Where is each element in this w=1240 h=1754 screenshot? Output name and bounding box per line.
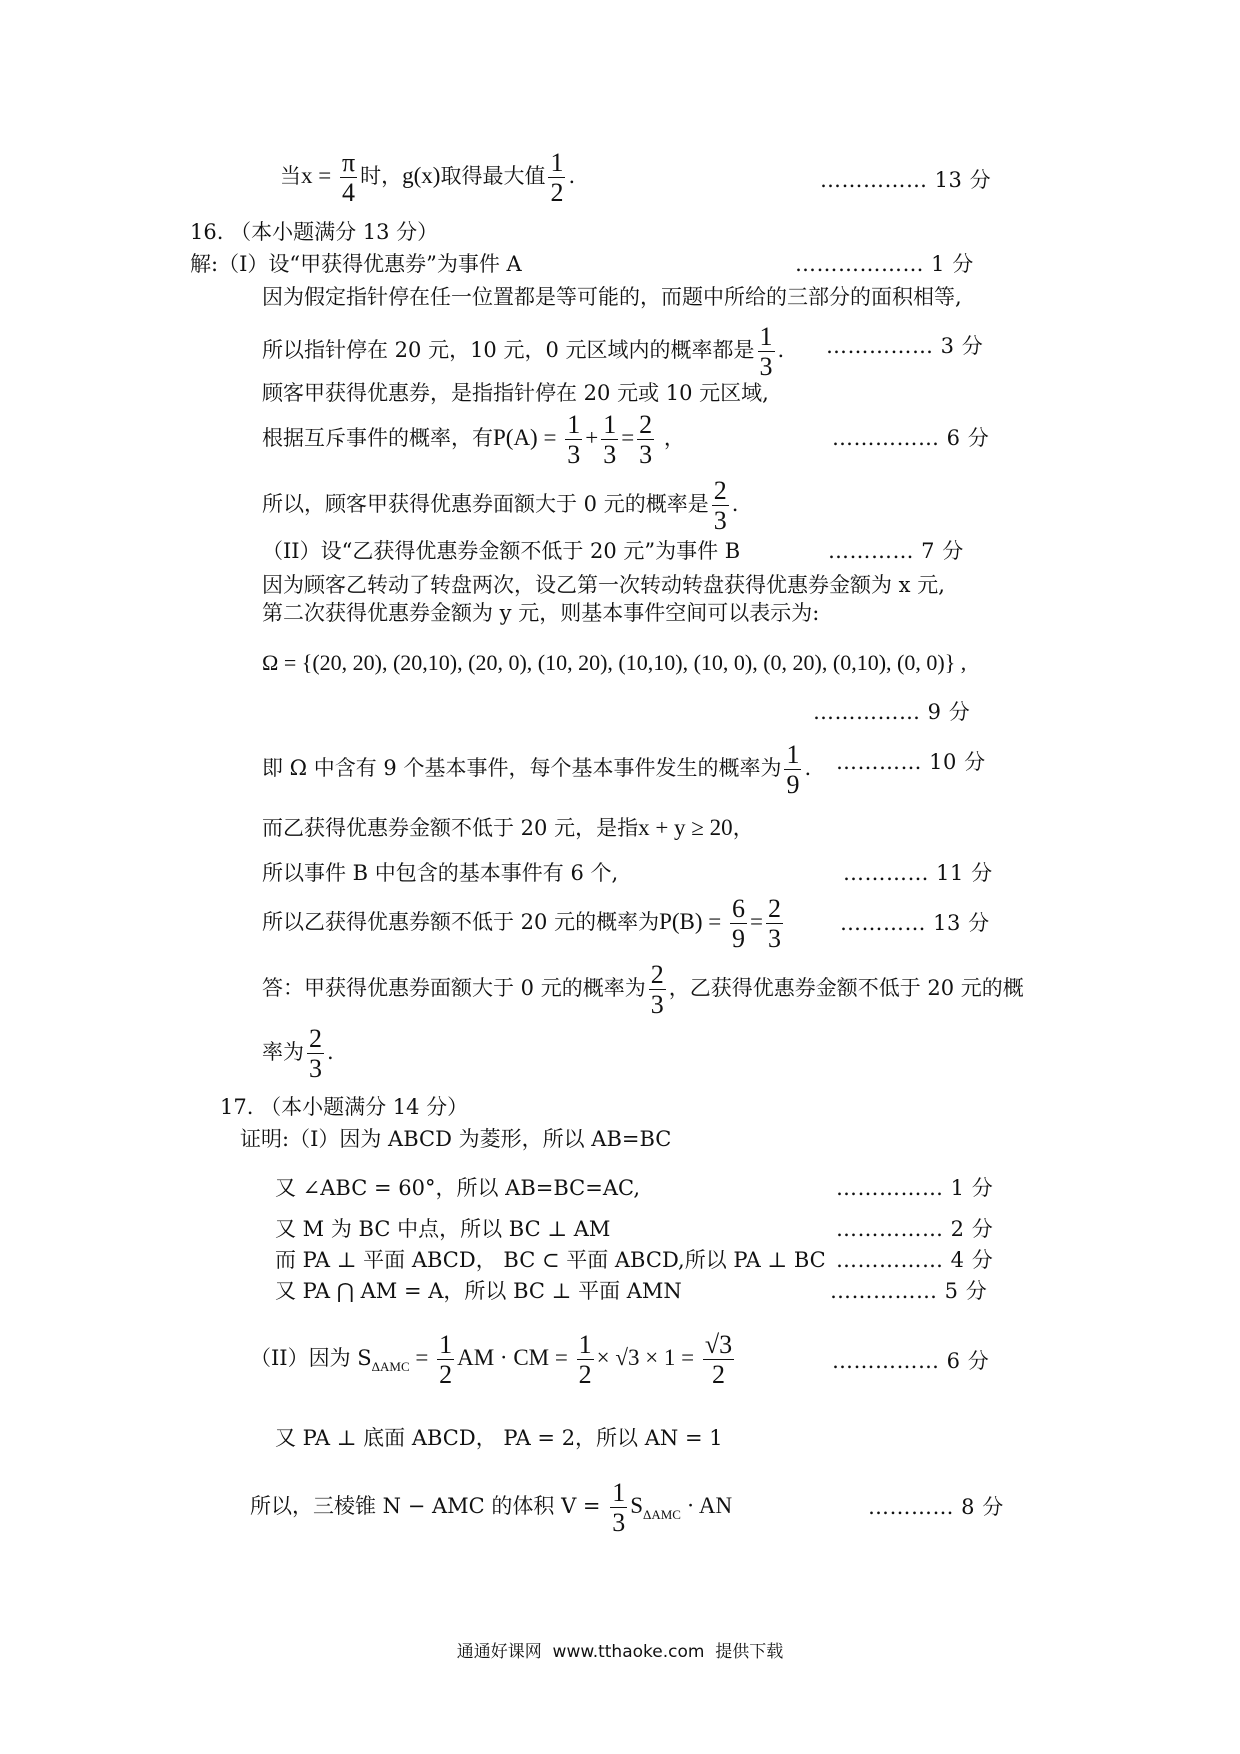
math-expr: · AN xyxy=(680,1493,733,1519)
denominator: 4 xyxy=(342,178,356,208)
proof-line: 又 M 为 BC 中点，所以 BC ⊥ AM xyxy=(275,1217,611,1241)
fraction xyxy=(730,894,747,953)
math-expr: P(A) = xyxy=(493,425,563,451)
numerator: 2 xyxy=(713,476,727,505)
numerator: 6 xyxy=(732,894,745,923)
math-expr: g(x) xyxy=(402,163,441,189)
numerator: 1 xyxy=(439,1330,453,1359)
text: 答：甲获得优惠券面额大于 0 元的概率为 xyxy=(262,976,646,1001)
subscript: ΔAMC xyxy=(643,1507,681,1523)
numerator: √3 xyxy=(704,1330,733,1359)
denominator: 2 xyxy=(550,178,564,208)
fraction xyxy=(548,148,565,207)
score: …………… 9 分 xyxy=(813,700,971,724)
text: 时， xyxy=(360,164,403,189)
proof-line: 又 PA ⋂ AM = A，所以 BC ⊥ 平面 AMN xyxy=(275,1279,682,1303)
numerator: 2 xyxy=(309,1024,322,1053)
score: …………… 4 分 xyxy=(836,1248,994,1272)
numerator: 2 xyxy=(639,410,653,439)
fraction xyxy=(437,1330,454,1389)
text: . xyxy=(568,164,576,189)
math-var: S xyxy=(630,1493,643,1519)
denominator: 3 xyxy=(567,440,581,470)
score: …………… 6 分 xyxy=(832,426,990,450)
text: ，乙获得优惠券金额不低于 20 元的概 xyxy=(668,976,1024,1001)
fraction xyxy=(649,960,666,1019)
proof-line: 而 PA ⊥ 平面 ABCD， BC ⊂ 平面 ABCD,所以 PA ⊥ BC xyxy=(275,1248,826,1272)
math-expr: AM · CM = xyxy=(457,1345,574,1371)
solution-line: 因为顾客乙转动了转盘两次，设乙第一次转动转盘获得优惠券金额为 x 元, xyxy=(262,573,945,597)
proof-line xyxy=(250,1478,732,1537)
denominator: 9 xyxy=(786,770,800,800)
fraction xyxy=(601,410,618,469)
solution-line xyxy=(262,410,685,469)
text: . xyxy=(731,492,739,517)
solution-line: 解:（I）设“甲获得优惠券”为事件 A xyxy=(190,252,522,276)
text: 所以，顾客甲获得优惠券面额大于 0 元的概率是 xyxy=(262,492,709,517)
text: 根据互斥事件的概率，有 xyxy=(262,426,493,451)
denominator: 2 xyxy=(578,1360,592,1390)
numerator: 1 xyxy=(578,1330,592,1359)
solution-line xyxy=(262,816,754,839)
numerator: 1 xyxy=(603,410,617,439)
denominator: 3 xyxy=(309,1054,322,1084)
math-op: = xyxy=(312,163,337,189)
score: ……………… 1 分 xyxy=(795,252,974,276)
fraction xyxy=(703,1330,734,1389)
text: . xyxy=(777,338,785,363)
proof-line: 证明:（Ⅰ）因为 ABCD 为菱形，所以 AB=BC xyxy=(240,1127,672,1151)
score: ………… 11 分 xyxy=(843,861,993,885)
fraction xyxy=(784,740,801,799)
denominator: 3 xyxy=(759,352,773,382)
fraction xyxy=(340,148,357,207)
text: （II）因为 S xyxy=(250,1346,372,1371)
text: 所以乙获得优惠券额不低于 20 元的概率为 xyxy=(262,910,660,935)
denominator: 2 xyxy=(712,1360,726,1390)
math-op: = xyxy=(409,1345,435,1371)
text: 率为 xyxy=(262,1040,304,1065)
answer-line xyxy=(262,960,1024,1019)
solution-line: （II）设“乙获得优惠券金额不低于 20 元”为事件 B xyxy=(262,539,741,563)
score: …………… 2 分 xyxy=(836,1217,994,1241)
text: ， xyxy=(732,816,754,840)
score: …………… 3 分 xyxy=(826,334,984,358)
numerator: 2 xyxy=(650,960,664,989)
score: ………… 10 分 xyxy=(836,750,986,774)
question-17-title: 17. （本小题满分 14 分） xyxy=(220,1095,469,1119)
text: 取得最大值 xyxy=(440,164,546,189)
fraction xyxy=(637,410,654,469)
answer-line xyxy=(262,1024,334,1083)
denominator: 2 xyxy=(439,1360,453,1390)
numerator: π xyxy=(341,148,356,177)
denominator: 3 xyxy=(603,440,617,470)
line-max-value xyxy=(280,148,575,207)
solution-line: 所以事件 B 中包含的基本事件有 6 个, xyxy=(262,861,619,885)
solution-line xyxy=(262,322,784,381)
denominator: 3 xyxy=(713,506,727,536)
denominator: 3 xyxy=(767,924,781,954)
text: 所以，三棱锥 N − AMC 的体积 V = xyxy=(250,1494,608,1519)
solution-line: 因为假定指针停在任一位置都是等可能的，而题中所给的三部分的面积相等, xyxy=(262,285,962,309)
numerator: 1 xyxy=(567,410,581,439)
text: 即 Ω 中含有 9 个基本事件，每个基本事件发生的概率为 xyxy=(262,756,782,781)
text: 当 xyxy=(280,164,301,189)
math-expr: × √3 × 1 = xyxy=(596,1345,700,1371)
score: …………… 5 分 xyxy=(830,1279,988,1303)
score: ………… 8 分 xyxy=(868,1495,1004,1519)
proof-line: 又 PA ⊥ 底面 ABCD， PA = 2，所以 AN = 1 xyxy=(275,1426,723,1450)
fraction xyxy=(307,1024,324,1083)
fraction xyxy=(766,894,783,953)
math-op: + xyxy=(585,425,599,451)
proof-line: 又 ∠ABC = 60°，所以 AB=BC=AC, xyxy=(275,1176,641,1200)
score: …………… 1 分 xyxy=(836,1176,994,1200)
question-16-title: 16. （本小题满分 13 分） xyxy=(190,220,439,244)
solution-line: 顾客甲获得优惠券，是指指针停在 20 元或 10 元区域, xyxy=(262,381,769,405)
numerator: 1 xyxy=(786,740,800,769)
solution-line xyxy=(262,476,738,535)
math-var: x xyxy=(301,163,313,189)
fraction xyxy=(610,1478,627,1537)
solution-line xyxy=(262,740,811,799)
math-expr: x + y ≥ 20 xyxy=(638,815,733,840)
math-op: = xyxy=(621,425,635,451)
page-footer: 通通好课网 www.tthaoke.com 提供下载 xyxy=(456,1642,784,1662)
solution-line: 第二次获得优惠券金额为 y 元，则基本事件空间可以表示为: xyxy=(262,601,820,625)
score: …………… 13 分 xyxy=(820,168,992,192)
text: 而乙获得优惠券金额不低于 20 元，是指 xyxy=(262,816,639,840)
numerator: 1 xyxy=(550,148,564,177)
proof-line xyxy=(250,1330,737,1389)
sample-space: Ω = {(20, 20), (20,10), (20, 0), (10, 20), (10,10), (10, 0), (0, 20), (0,10), (0, 0)} , xyxy=(262,650,967,675)
text: . xyxy=(327,1040,334,1065)
math-op: = xyxy=(750,909,763,935)
denominator: 3 xyxy=(650,990,664,1020)
math-expr: P(B) = xyxy=(659,909,727,935)
numerator: 2 xyxy=(767,894,781,923)
numerator: 1 xyxy=(759,322,773,351)
score: ………… 13 分 xyxy=(840,911,990,935)
score: ………… 7 分 xyxy=(828,539,964,563)
fraction xyxy=(565,410,582,469)
subscript: ΔAMC xyxy=(371,1359,410,1375)
denominator: 3 xyxy=(612,1508,626,1538)
fraction xyxy=(577,1330,594,1389)
text: ， xyxy=(657,426,685,451)
fraction xyxy=(758,322,775,381)
text: . xyxy=(804,756,812,781)
fraction xyxy=(712,476,729,535)
numerator: 1 xyxy=(612,1478,626,1507)
text: 所以指针停在 20 元，10 元，0 元区域内的概率都是 xyxy=(262,338,755,363)
denominator: 3 xyxy=(639,440,653,470)
score: …………… 6 分 xyxy=(832,1349,990,1373)
denominator: 9 xyxy=(732,924,745,954)
solution-line xyxy=(262,894,786,953)
